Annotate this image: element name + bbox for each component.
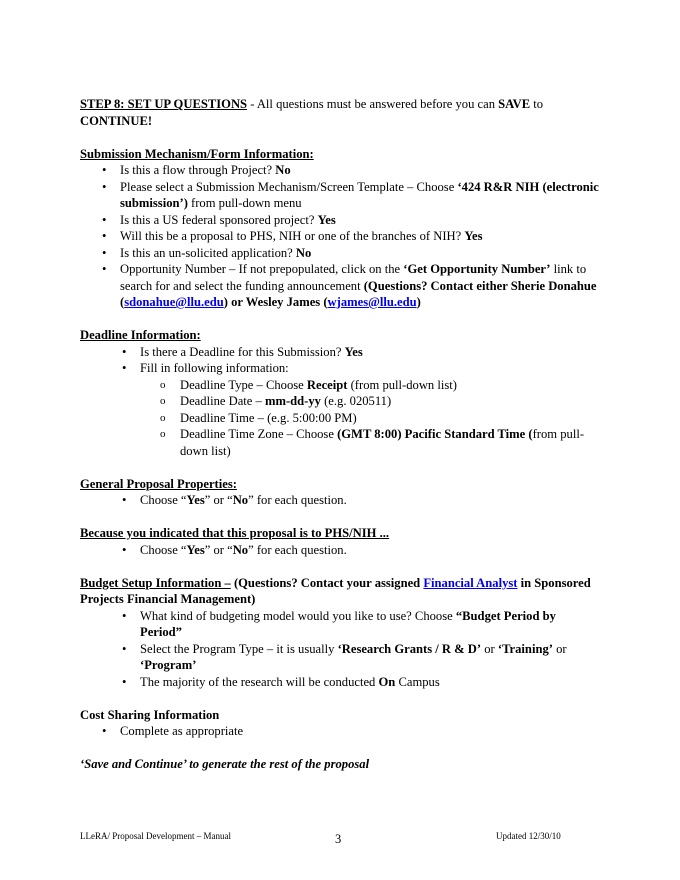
final-instruction: ‘Save and Continue’ to generate the rest of the proposal — [80, 757, 370, 771]
list-item: • The majority of the research will be conducted On Campus — [80, 674, 600, 691]
footer-updated: Updated 12/30/10 — [496, 831, 561, 841]
page-footer — [80, 828, 600, 848]
phs-list — [80, 542, 600, 559]
list-item: • Is this an un-solicited application? No — [80, 245, 600, 262]
list-item: • Complete as appropriate — [80, 723, 600, 740]
page-number: 3 — [335, 832, 342, 846]
list-item: • Fill in following information: — [80, 360, 600, 377]
deadline-list — [80, 344, 600, 377]
financial-analyst-link[interactable]: Financial Analyst — [423, 575, 518, 590]
list-item: • Please select a Submission Mechanism/Screen Template – Choose ‘424 R&R NIH (electronic submission’) from pull-down menu — [80, 179, 600, 212]
list-item: • Is this a flow through Project? No — [80, 162, 600, 179]
list-item: • Choose “Yes” or “No” for each question. — [80, 542, 600, 559]
list-item: o Deadline Time – (e.g. 5:00:00 PM) — [80, 410, 600, 427]
email-link-sdonahue[interactable]: sdonahue@llu.edu — [124, 295, 224, 309]
cost-list — [80, 723, 600, 740]
list-item: o Deadline Type – Choose Receipt (from pull-down list) — [80, 377, 600, 394]
list-item: • Opportunity Number – If not prepopulated, click on the ‘Get Opportunity Number’ link to search for and select the funding announcement (Questions? Contact either Sherie Donahue (sdonahue@llu.edu) or Wesley James (wjames@llu.edu) — [80, 261, 600, 311]
list-item: • Is this a US federal sponsored project? Yes — [80, 212, 600, 229]
list-item: • Will this be a proposal to PHS, NIH or one of the branches of NIH? Yes — [80, 228, 600, 245]
submission-heading: Submission Mechanism/Form Information: — [80, 146, 314, 161]
budget-list — [80, 608, 600, 691]
list-item: • Select the Program Type – it is usually ‘Research Grants / R & D’ or ‘Training’ or ‘Program’ — [80, 641, 600, 674]
footer-title: LLeRA/ Proposal Development – Manual — [80, 831, 231, 841]
submission-list — [80, 162, 600, 311]
list-item: o Deadline Time Zone – Choose (GMT 8:00) Pacific Standard Time (from pull-down list) — [80, 426, 600, 459]
budget-heading: Budget Setup Information – (Questions? Contact your assigned Financial Analyst in Sponsored Projects Financial Management) — [80, 575, 591, 606]
phs-heading: Because you indicated that this proposal is to PHS/NIH ... — [80, 526, 390, 540]
cost-heading: Cost Sharing Information — [80, 707, 220, 722]
step-intro: STEP 8: SET UP QUESTIONS - All questions must be answered before you can SAVE to CONTINUE! — [80, 97, 544, 128]
general-heading: General Proposal Properties: — [80, 476, 237, 491]
deadline-sublist — [80, 377, 600, 460]
deadline-heading: Deadline Information: — [80, 328, 201, 342]
list-item: • Choose “Yes” or “No” for each question. — [80, 492, 600, 509]
general-list — [80, 492, 600, 509]
list-item: • Is there a Deadline for this Submission? Yes — [80, 344, 600, 361]
email-link-wjames[interactable]: wjames@llu.edu — [327, 295, 417, 309]
list-item: • What kind of budgeting model would you like to use? Choose “Budget Period by Period” — [80, 608, 600, 641]
list-item: o Deadline Date – mm-dd-yy (e.g. 020511) — [80, 393, 600, 410]
step-title: STEP 8: SET UP QUESTIONS — [80, 97, 248, 111]
document-body — [80, 96, 600, 773]
